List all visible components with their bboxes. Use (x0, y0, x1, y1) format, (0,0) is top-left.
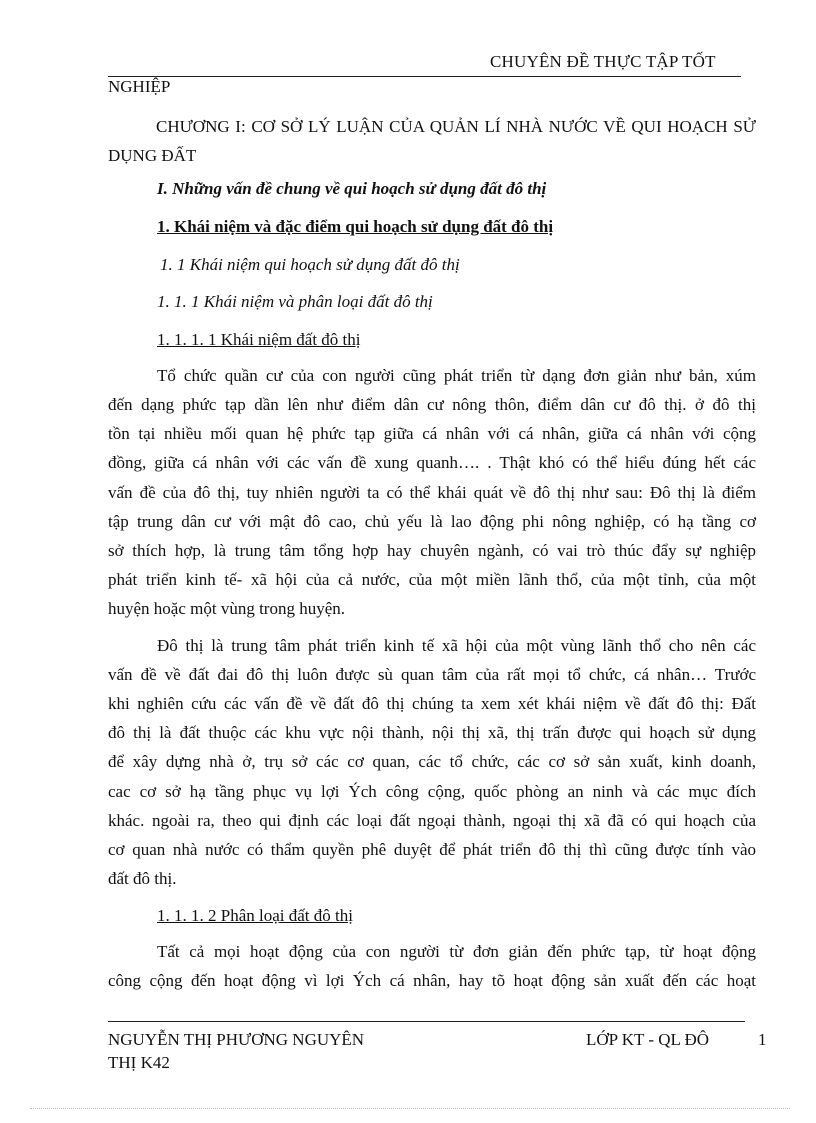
paragraph-line: công cộng đến hoạt động vì lợi Ých cá nhân, hay tõ hoạt động sản xuất đến các hoạt (108, 971, 756, 990)
footer-author: NGUYỄN THỊ PHƯƠNG NGUYÊN (108, 1030, 365, 1049)
heading-1-1-1-2: 1. 1. 1. 2 Phân loại đất đô thị (157, 906, 353, 925)
paragraph-line: vấn đề về đất đai đô thị luôn được sù quan tâm của rất mọi tổ chức, cá nhân… Trước (108, 665, 756, 684)
paragraph-line: cơ quan nhà nước có thẩm quyền phê duyệt để phát triển đô thị thì cũng được tính vào (108, 840, 756, 859)
paragraph-line: đồng, giữa cá nhân với các vấn đề xung quanh…. . Thật khó có thể hiểu đúng hết các (108, 453, 756, 472)
paragraph-line: vấn đề của đô thị, tuy nhiên người ta có thể khái quát về đô thị như sau: Đô thị là điểm (108, 483, 756, 502)
paragraph-line: Tất cả mọi hoạt động của con người từ đơn giản đến phức tạp, từ hoạt động (157, 942, 756, 961)
heading-section-i: I. Những vấn đề chung về qui hoạch sử dụng đất đô thị (157, 179, 547, 198)
paragraph-line: phát triển kinh tế- xã hội của cả nước, của một miền lãnh thổ, của một tỉnh, của một (108, 570, 756, 589)
header-title-left: NGHIỆP (108, 77, 171, 96)
paragraph-line: khi nghiên cứu các vấn đề về đất đô thị chúng ta xem xét khái niệm về đất đô thị: Đất (108, 694, 756, 713)
page-edge-divider (30, 1108, 790, 1109)
chapter-title: CHƯƠNG I: CƠ SỞ LÝ LUẬN CỦA QUẢN LÍ NHÀ NƯỚC VỀ QUI HOẠCH SỬ DỤNG ĐẤT (108, 117, 756, 165)
paragraph-line: huyện hoặc một vùng trong huyện. (108, 599, 346, 618)
paragraph-line: Tổ chức quần cư của con người cũng phát triển từ dạng đơn giản như bản, xúm (157, 366, 756, 385)
paragraph-line: sở thích hợp, là trung tâm tổng hợp hay chuyên ngành, có vai trò thúc đẩy sự nghiệp (108, 541, 756, 560)
header-rule (108, 76, 741, 77)
heading-1-1: 1. 1 Khái niệm qui hoạch sử dụng đất đô thị (160, 255, 460, 274)
footer-rule (108, 1021, 745, 1022)
paragraph-line: đô thị là đất thuộc các khu vực nội thành, nội thị xã, thị trấn được qui hoạch sử dụng (108, 723, 756, 742)
heading-1-1-1: 1. 1. 1 Khái niệm và phân loại đất đô thị (157, 292, 433, 311)
footer-class-right: LỚP KT - QL ĐÔ (586, 1030, 710, 1049)
paragraph-line: đến dạng phức tạp dần lên như điểm dân cư nông thôn, điểm dân cư đô thị. ở đô thị (108, 395, 756, 414)
paragraph-line: đất đô thị. (108, 869, 177, 888)
footer-class-left: THỊ K42 (108, 1053, 170, 1072)
paragraph-line: khác. ngoài ra, theo qui định các loại đất ngoại thành, ngoại thị xã đã có qui hoạch của (108, 811, 756, 830)
paragraph-line: tập trung dân cư với mật đô cao, chủ yếu là lao động phi nông nghiệp, có hạ tầng cơ (108, 512, 756, 531)
paragraph-line: cac cơ sở hạ tầng phục vụ lợi Ých công cộng, quốc phòng an ninh và các mục đích (108, 782, 756, 801)
page-number: 1 (758, 1030, 767, 1049)
heading-1-1-1-1: 1. 1. 1. 1 Khái niệm đất đô thị (157, 330, 361, 349)
paragraph-line: để xây dựng nhà ở, trụ sở các cơ quan, các tổ chức, các cơ sở sản xuất, kinh doanh, (108, 752, 756, 771)
heading-1: 1. Khái niệm và đặc điểm qui hoạch sử dụng đất đô thị (157, 217, 554, 236)
paragraph-line: Đô thị là trung tâm phát triển kinh tế xã hội của một vùng lãnh thổ cho nên các (157, 636, 756, 655)
paragraph-line: tồn tại nhiều mối quan hệ phức tạp giữa cá nhân với cá nhân, giữa cá nhân với cộng (108, 424, 756, 443)
header-title-right: CHUYÊN ĐỀ THỰC TẬP TỐT (490, 52, 716, 71)
